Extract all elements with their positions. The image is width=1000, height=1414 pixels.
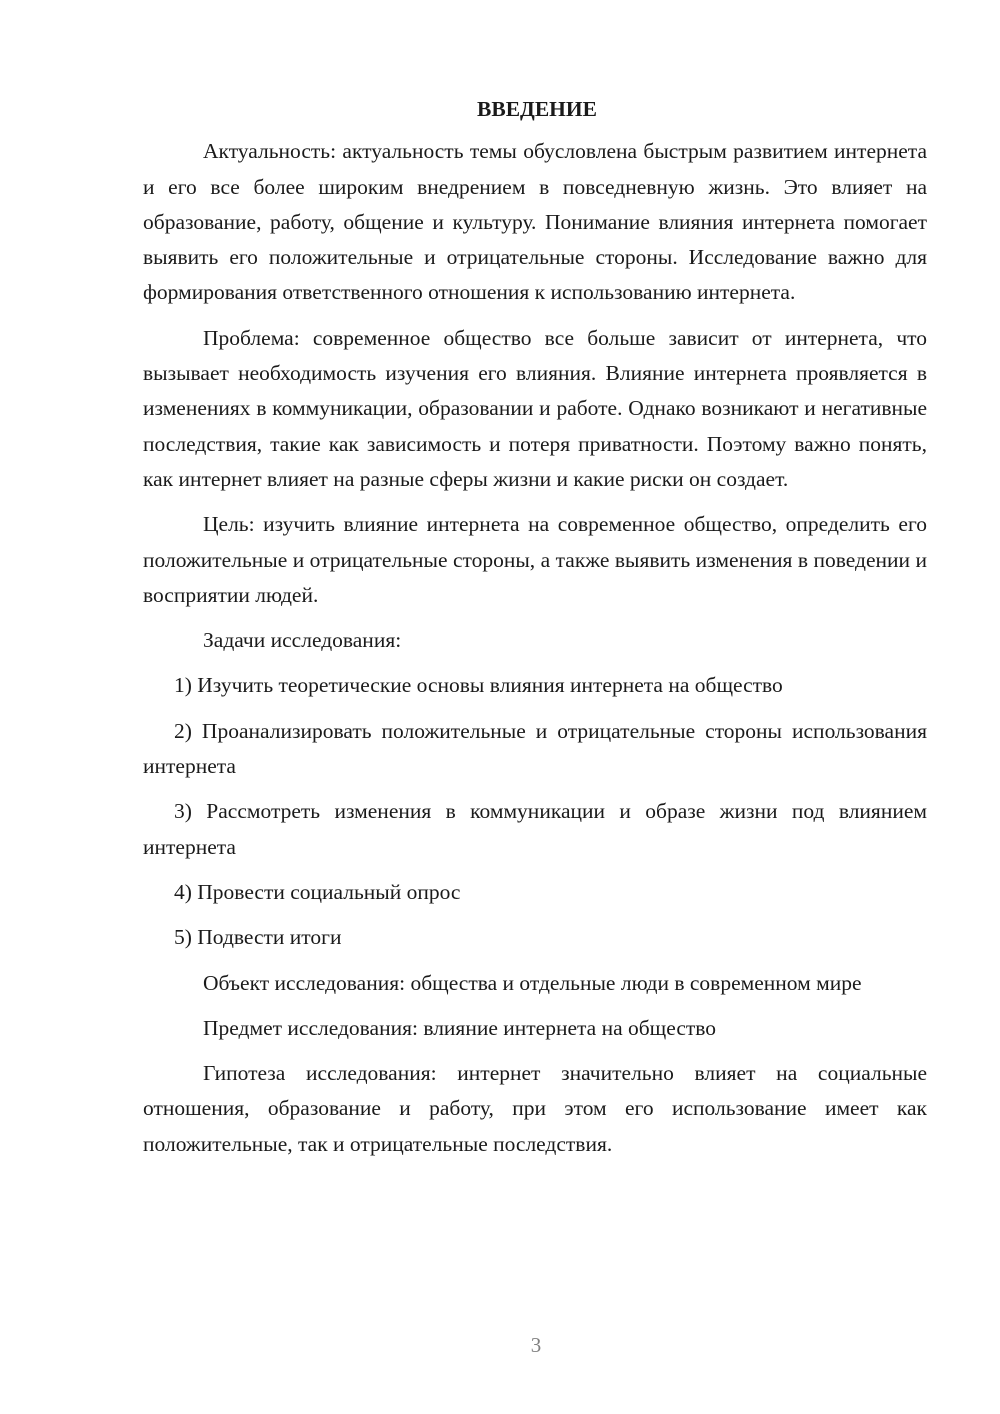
task-item-3: 3) Рассмотреть изменения в коммуникации и образе жизни под влиянием интернета — [143, 799, 927, 859]
object-paragraph: Объект исследования: общества и отдельные люди в современном мире — [203, 970, 862, 995]
subject-paragraph: Предмет исследования: влияние интернета на общество — [203, 1015, 717, 1040]
task-item-2: 2) Проанализировать положительные и отрицательные стороны использования интернета — [143, 718, 927, 779]
goal-paragraph: Цель: изучить влияние интернета на современное общество, определить его положительные и отрицательные стороны, а также выявить изменения в поведении и восприятии людей. — [143, 512, 927, 607]
task-item-1: 1) Изучить теоретические основы влияния интернета на общество — [174, 673, 783, 698]
hypothesis-paragraph: Гипотеза исследования: интернет значительно влияет на социальные отношения, образование и работу, при этом его использование имеет как положительные, так и отрицательные последствия. — [143, 1061, 927, 1156]
task-item-4: 4) Провести социальный опрос — [174, 879, 461, 904]
relevance-paragraph: Актуальность: актуальность темы обусловлена быстрым развитием интернета и его все более широким внедрением в повседневную жизнь. Это влияет на образование, работу, общение и культуру. Понимание влияния интернета помогает выявить его положительные и отрицательные стороны. Исследование важно для формирования ответственного отношения к использованию интернета. — [143, 139, 927, 305]
page-title: ВВЕДЕНИЕ — [477, 97, 597, 121]
tasks-heading: Задачи исследования: — [203, 628, 402, 653]
document-page — [143, 92, 927, 1172]
problem-paragraph: Проблема: современное общество все больше зависит от интернета, что вызывает необходимость изучения его влияния. Влияние интернета проявляется в изменениях в коммуникации, образовании и работе. Однако возникают и негативные последствия, такие как зависимость и потеря приватности. Поэтому важно понять, как интернет влияет на разные сферы жизни и какие риски он создает. — [143, 325, 927, 491]
page-number: 3 — [530, 1333, 542, 1357]
task-item-5: 5) Подвести итоги — [174, 925, 342, 950]
